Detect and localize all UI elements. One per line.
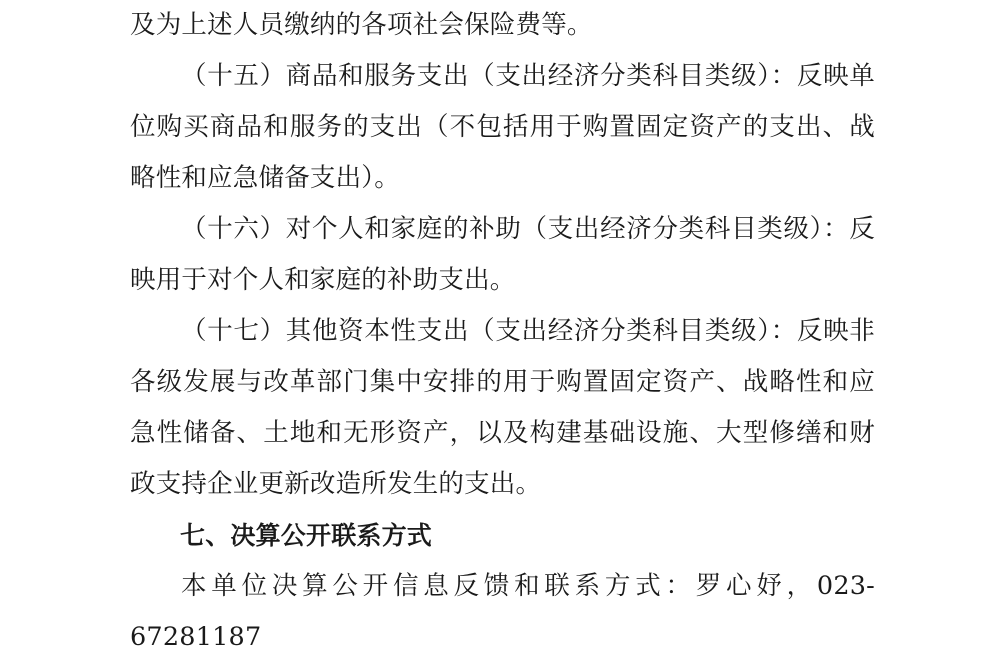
paragraph-contact: 本单位决算公开信息反馈和联系方式：罗心妤，023-67281187	[130, 571, 875, 652]
paragraph-item-16: （十六）对个人和家庭的补助（支出经济分类科目类级）：反映用于对个人和家庭的补助支出。	[130, 214, 875, 295]
document-body	[130, 0, 875, 654]
paragraph-continued-social-insurance: 及为上述人员缴纳的各项社会保险费等。	[130, 10, 593, 40]
heading-section-7: 七、决算公开联系方式	[180, 521, 433, 550]
paragraph-item-17: （十七）其他资本性支出（支出经济分类科目类级）：反映非各级发展与改革部门集中安排的用于购置固定资产、战略性和应急性储备、土地和无形资产，以及构建基础设施、大型修缮和财政支持企业更新改造所发生的支出。	[130, 316, 875, 499]
paragraph-item-15: （十五）商品和服务支出（支出经济分类科目类级）：反映单位购买商品和服务的支出（不包括用于购置固定资产的支出、战略性和应急储备支出）。	[130, 61, 875, 193]
